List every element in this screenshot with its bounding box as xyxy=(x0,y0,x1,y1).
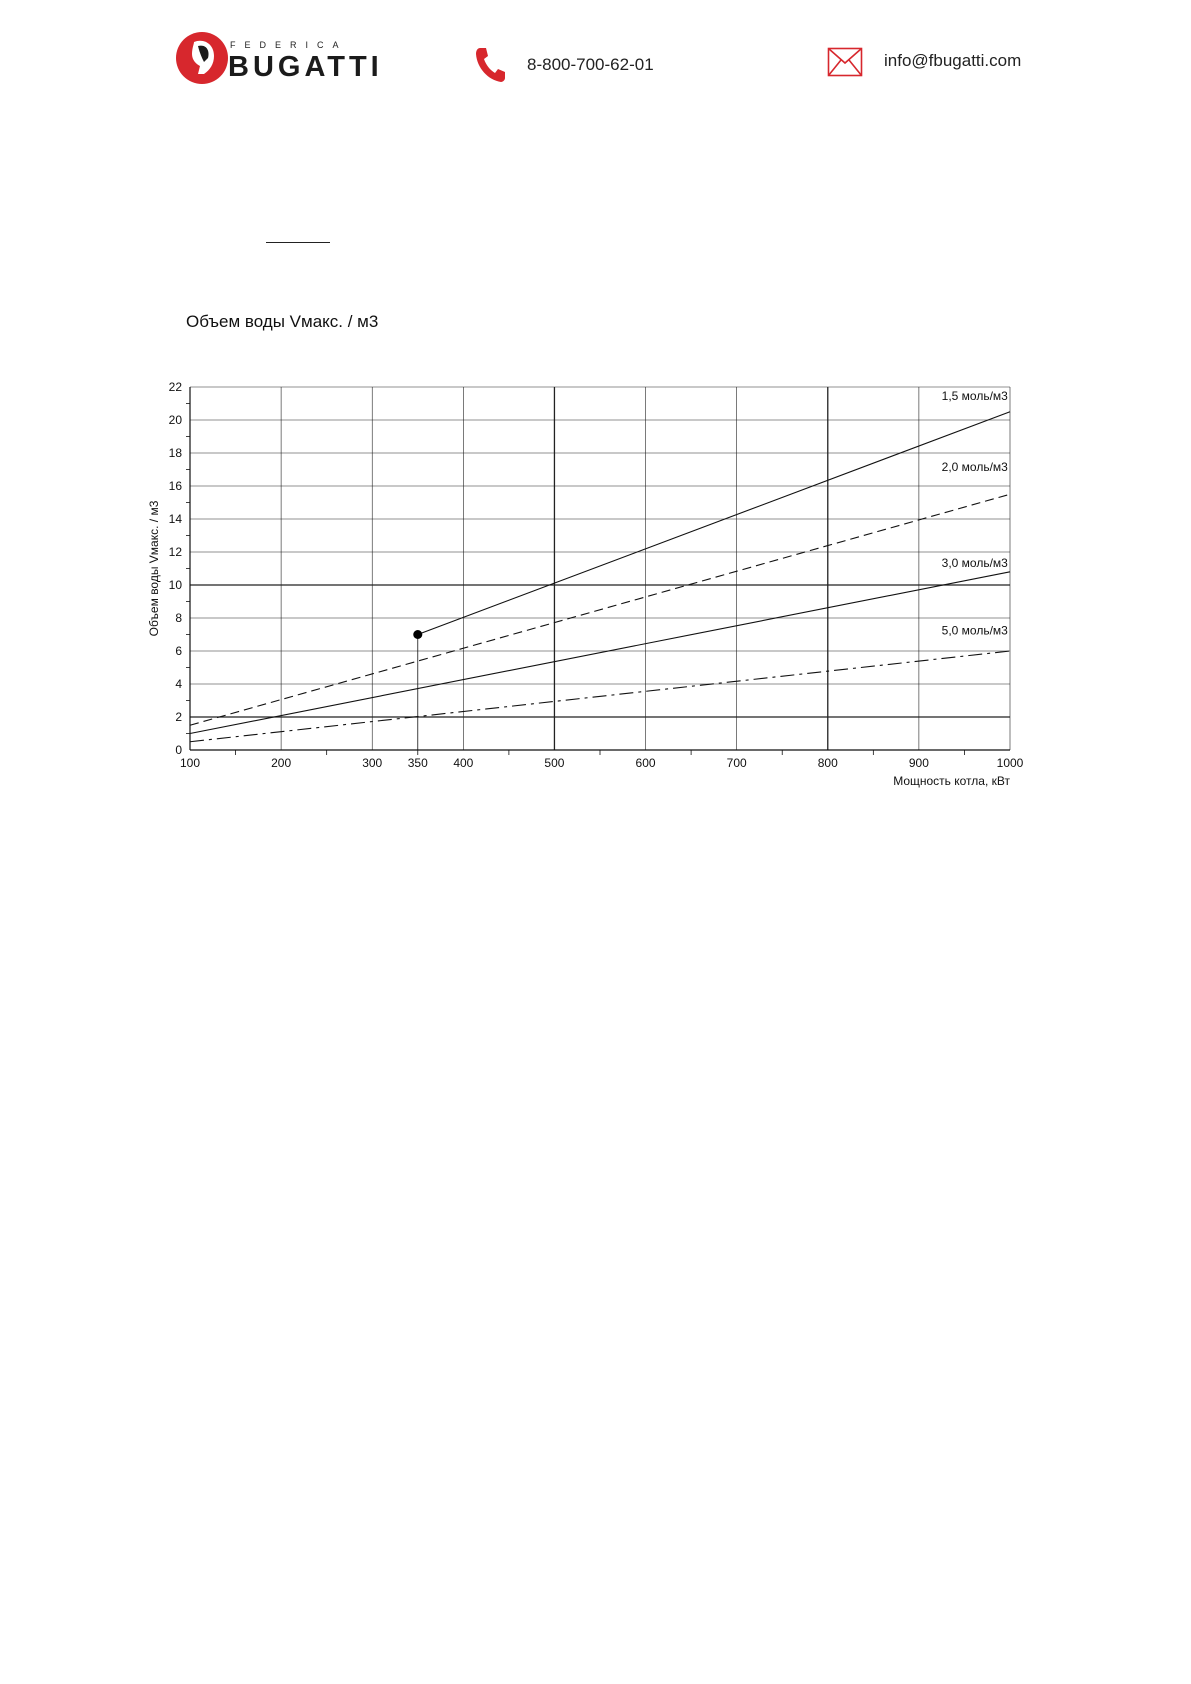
page-title: Объем воды Vмакс. / м3 xyxy=(186,312,379,331)
x-tick-label: 350 xyxy=(407,756,428,770)
series-line xyxy=(190,651,1010,742)
y-tick-label: 0 xyxy=(175,743,182,757)
x-tick-label: 700 xyxy=(726,756,747,770)
y-tick-label: 14 xyxy=(168,512,182,526)
y-tick-label: 18 xyxy=(168,446,182,460)
x-tick-label: 800 xyxy=(817,756,838,770)
brand-name: BUGATTI xyxy=(228,51,383,83)
divider xyxy=(266,242,330,243)
x-axis-label: Мощность котла, кВт xyxy=(893,774,1010,788)
series-line xyxy=(418,412,1010,635)
marker-point xyxy=(413,630,422,639)
series-label: 1,5 моль/м3 xyxy=(941,389,1008,404)
woman-profile-icon xyxy=(174,30,230,86)
y-tick-label: 20 xyxy=(168,413,182,427)
y-tick-label: 16 xyxy=(168,479,182,493)
y-tick-label: 10 xyxy=(168,578,182,592)
brand-logo xyxy=(174,30,383,90)
y-axis-label: Объем воды Vмакс. / м3 xyxy=(147,500,161,637)
x-tick-label: 900 xyxy=(908,756,929,770)
y-tick-label: 8 xyxy=(175,611,182,625)
phone-icon xyxy=(472,44,508,84)
brand-sub: FEDERICA xyxy=(230,40,348,50)
series-line xyxy=(190,494,1010,725)
series-line xyxy=(190,572,1010,734)
y-tick-label: 12 xyxy=(168,545,182,559)
phone-number[interactable]: 8-800-700-62-01 xyxy=(527,55,654,74)
y-tick-label: 22 xyxy=(168,380,182,394)
mail-icon xyxy=(827,47,863,77)
water-volume-chart xyxy=(140,370,1040,790)
x-tick-label: 600 xyxy=(635,756,656,770)
x-tick-label: 300 xyxy=(362,756,383,770)
series-label: 2,0 моль/м3 xyxy=(941,460,1008,475)
y-tick-label: 2 xyxy=(175,710,182,724)
series-label: 5,0 моль/м3 xyxy=(941,623,1008,638)
x-tick-label: 200 xyxy=(271,756,292,770)
series-label: 3,0 моль/м3 xyxy=(941,555,1008,570)
email-address[interactable]: info@fbugatti.com xyxy=(884,51,1022,70)
page-header xyxy=(0,0,1191,120)
y-tick-label: 4 xyxy=(175,677,182,691)
x-tick-label: 500 xyxy=(544,756,565,770)
x-tick-label: 1000 xyxy=(996,756,1024,770)
y-tick-label: 6 xyxy=(175,644,182,658)
x-tick-label: 100 xyxy=(179,756,201,770)
x-tick-label: 400 xyxy=(453,756,474,770)
